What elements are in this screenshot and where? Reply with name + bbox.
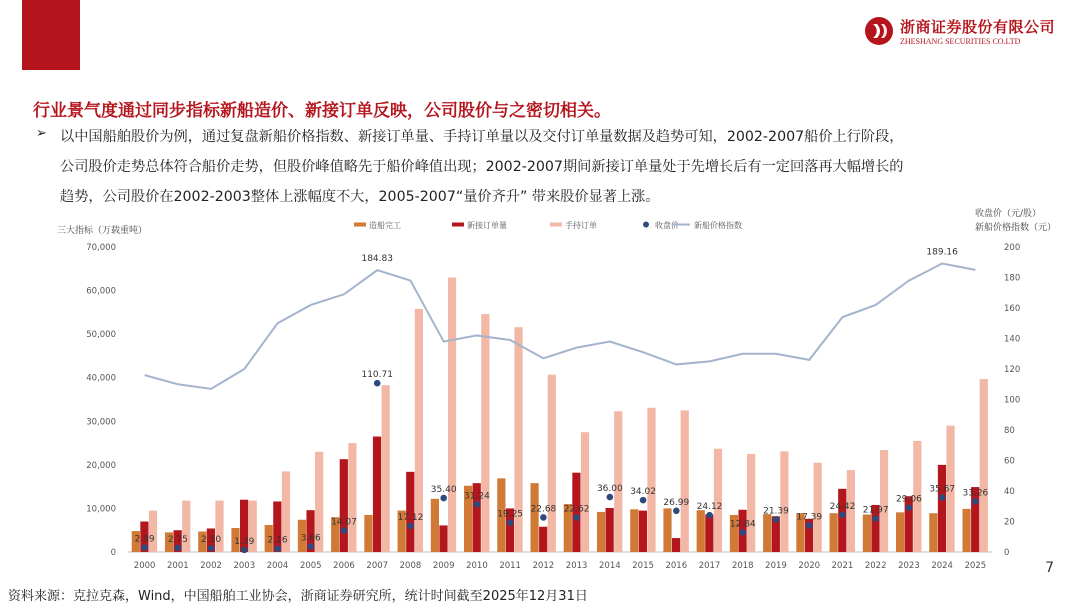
bullet-paragraph [60,122,1050,212]
right-tick-label: 40 [1004,487,1015,497]
close-price-label: 22.62 [563,504,590,515]
close-price-label: 36.00 [596,484,623,495]
x-tick-label: 2024 [931,561,953,571]
bar-new-orders [938,465,946,552]
close-price-label: 2.75 [167,534,188,545]
right-tick-label: 120 [1004,365,1021,375]
close-price-dot [739,529,746,536]
close-price-label: 110.71 [361,370,393,381]
x-tick-label: 2010 [466,561,488,571]
source-note: 资料来源：克拉克森，Wind，中国船舶工业协会，浙商证券研究所，统计时间截至2025年12月31日 [8,589,588,604]
logo-name-en: ZHESHANG SECURITIES CO.LTD [900,37,1021,46]
bar-delivered [663,508,671,552]
close-price-dot [307,543,314,550]
x-tick-label: 2018 [731,561,754,571]
bar-orderbook [681,410,689,552]
company-logo [864,14,1054,54]
bar-orderbook [149,511,157,552]
close-price-label: 12.84 [729,519,756,530]
price-index-label: 184.83 [361,254,393,265]
bar-delivered [597,512,605,552]
close-price-dot [773,516,780,523]
close-price-dot [274,545,281,552]
close-price-label: 2.16 [267,535,288,546]
bar-delivered [763,514,771,552]
x-tick-label: 2003 [233,561,256,571]
close-price-label: 3.66 [300,533,321,544]
close-price-dot [141,544,148,551]
bar-delivered [830,513,838,552]
x-tick-label: 2021 [831,561,854,571]
close-price-label: 21.97 [862,505,889,516]
close-price-label: 22.68 [530,504,557,515]
close-price-dot [706,512,713,519]
x-tick-label: 2022 [864,561,887,571]
left-tick-label: 30,000 [86,417,116,428]
bar-new-orders [639,511,647,552]
x-tick-label: 2011 [499,561,521,571]
close-price-label: 17.39 [796,512,823,523]
close-price-dot [407,523,414,530]
x-tick-label: 2002 [200,561,222,571]
close-price-dot [175,545,182,552]
close-price-dot [607,494,614,501]
bar-orderbook [880,450,888,552]
close-price-dot [507,519,514,526]
legend-delivered-swatch [354,223,366,227]
right-tick-label: 160 [1004,304,1021,314]
close-price-dot [939,494,946,501]
bar-orderbook [980,379,988,552]
right-tick-label: 200 [1004,243,1021,253]
close-price-label: 1.39 [234,536,255,547]
bar-delivered [896,512,904,552]
corner-red-block [22,0,80,70]
left-tick-label: 40,000 [86,373,116,384]
bar-delivered [364,515,372,552]
x-tick-label: 2013 [565,561,588,571]
legend-price-index-label: 新船价格指数 [694,221,742,230]
close-price-dot [839,511,846,518]
price-index-line-layer [145,248,976,389]
bar-new-orders [606,508,614,552]
bar-new-orders [672,538,680,552]
close-price-label: 24.42 [829,501,856,512]
close-price-label: 21.39 [763,506,789,517]
legend-new-orders-label: 新接订单量 [467,221,507,230]
bar-delivered [929,513,937,552]
close-price-label: 14.07 [331,517,357,528]
close-price-dot [341,527,348,534]
close-price-label: 19.25 [497,509,524,520]
legend-close-price-swatch [643,222,649,228]
close-price-dot [540,514,547,521]
bar-delivered [962,509,970,552]
x-tick-label: 2023 [898,561,920,571]
left-tick-label: 10,000 [86,504,116,515]
close-price-dot [440,495,447,502]
close-price-dot [374,380,381,387]
bar-new-orders [373,437,381,552]
right-tick-label: 100 [1004,395,1021,406]
chart-legend [354,220,742,230]
close-price-dot [673,508,680,515]
bar-orderbook [348,443,356,552]
close-price-label: 35.40 [430,485,457,496]
close-price-label: 31.24 [464,491,490,502]
bullet-line-3: 趋势，公司股价在2002-2003整体上涨幅度不大，2005-2007“量价齐升” 带来股价显著上涨。 [60,189,660,205]
close-price-dot [806,522,813,529]
close-price-label: 17.12 [397,512,424,523]
bar-orderbook [647,408,655,552]
bar-new-orders [838,489,846,552]
close-price-dot [872,515,879,522]
close-price-label: 35.67 [929,484,956,495]
x-tick-label: 2000 [133,561,156,571]
bar-new-orders [340,459,348,552]
bar-delivered [630,509,638,552]
bar-delivered [530,483,538,552]
x-tick-label: 2020 [798,561,821,571]
close-price-label: 24.12 [696,502,723,513]
bar-orderbook [548,375,556,552]
bar-orderbook [780,451,788,552]
legend-close-price-label: 收盘价 [655,221,679,230]
price-index-line [145,264,976,389]
bar-delivered [863,515,871,552]
right-tick-label: 60 [1004,456,1015,467]
legend-new-orders-swatch [452,223,464,227]
legend-delivered-label: 造船完工 [369,221,401,230]
right-axis-title-price: 收盘价（元/股） [975,209,1042,219]
bar-delivered [697,510,705,552]
bar-orderbook [614,411,622,552]
close-price-label: 33.26 [962,488,989,499]
x-tick-label: 2014 [599,561,621,571]
right-tick-label: 20 [1004,517,1015,528]
bar-orderbook [448,278,456,553]
x-tick-label: 2008 [399,561,422,571]
chart-bars [132,278,988,553]
right-tick-label: 0 [1004,548,1010,558]
bar-orderbook [581,432,589,552]
right-tick-label: 180 [1004,273,1021,284]
x-tick-label: 2007 [366,561,389,571]
close-price-label: 34.02 [630,487,656,498]
close-price-label: 26.99 [663,497,690,508]
x-tick-label: 2005 [299,561,322,571]
x-tick-label: 2025 [964,561,987,571]
legend-orderbook-label: 手持订单 [565,221,597,230]
x-tick-label: 2006 [333,561,355,571]
x-tick-label: 2016 [665,561,688,571]
bar-orderbook [481,314,489,552]
x-tick-label: 2009 [432,561,455,571]
left-tick-label: 50,000 [86,330,116,341]
bar-orderbook [814,463,822,552]
bar-new-orders [539,527,547,552]
close-price-dot [972,498,979,505]
bullet-line-2: 公司股价走势总体符合船价走势，但股价峰值略先于船价峰值出现；2002-2007期间新接订单量处于先增长后有一定回落再大幅增长的 [60,159,904,175]
close-price-dot [474,501,481,508]
bar-orderbook [714,449,722,552]
left-axis-title: 三大指标（万载重吨） [57,226,148,236]
close-price-dot [241,547,248,554]
x-tick-label: 2017 [698,561,721,571]
bar-new-orders [705,515,713,552]
close-price-dot [906,504,913,511]
bullet-line-1: 以中国船舶股价为例，通过复盘新船价格指数、新接订单量、手持订单量以及交付订单量数据及趋势可知，2002-2007船价上行阶段， [60,129,904,145]
x-tick-label: 2001 [167,561,189,571]
legend-orderbook-swatch [550,223,562,227]
x-tick-label: 2015 [632,561,654,571]
bar-orderbook [747,454,755,552]
close-price-label: 2.99 [134,534,155,545]
right-axis-title-index: 新船价格指数（元） [975,223,1057,233]
left-tick-label: 0 [110,548,116,558]
price-index-label: 189.16 [926,247,958,258]
bar-new-orders [439,525,447,552]
x-tick-label: 2004 [266,561,289,571]
right-tick-label: 140 [1004,334,1021,345]
close-price-dot [208,545,215,552]
logo-mark-icon [864,16,894,46]
close-price-dot [573,514,580,521]
close-price-dot [640,497,647,504]
left-tick-label: 20,000 [86,460,116,471]
headline: 行业景气度通过同步指标新船造价、新接订单反映，公司股价与之密切相关。 [33,101,611,121]
left-tick-label: 70,000 [86,243,116,253]
logo-name-cn: 浙商证券股份有限公司 [900,18,1056,36]
x-tick-label: 2019 [765,561,787,571]
bar-orderbook [382,385,390,552]
close-price-label: 2.50 [201,535,222,546]
x-tick-label: 2012 [532,561,555,571]
corner-decoration [22,0,80,70]
close-price-dots [135,370,989,553]
page-number: 7 [1045,560,1054,576]
arrow-bullet-icon: ➢ [36,126,47,141]
bar-delivered [431,499,439,552]
close-price-label: 29.06 [896,494,922,505]
left-tick-label: 60,000 [86,286,116,297]
right-tick-label: 80 [1004,426,1015,436]
